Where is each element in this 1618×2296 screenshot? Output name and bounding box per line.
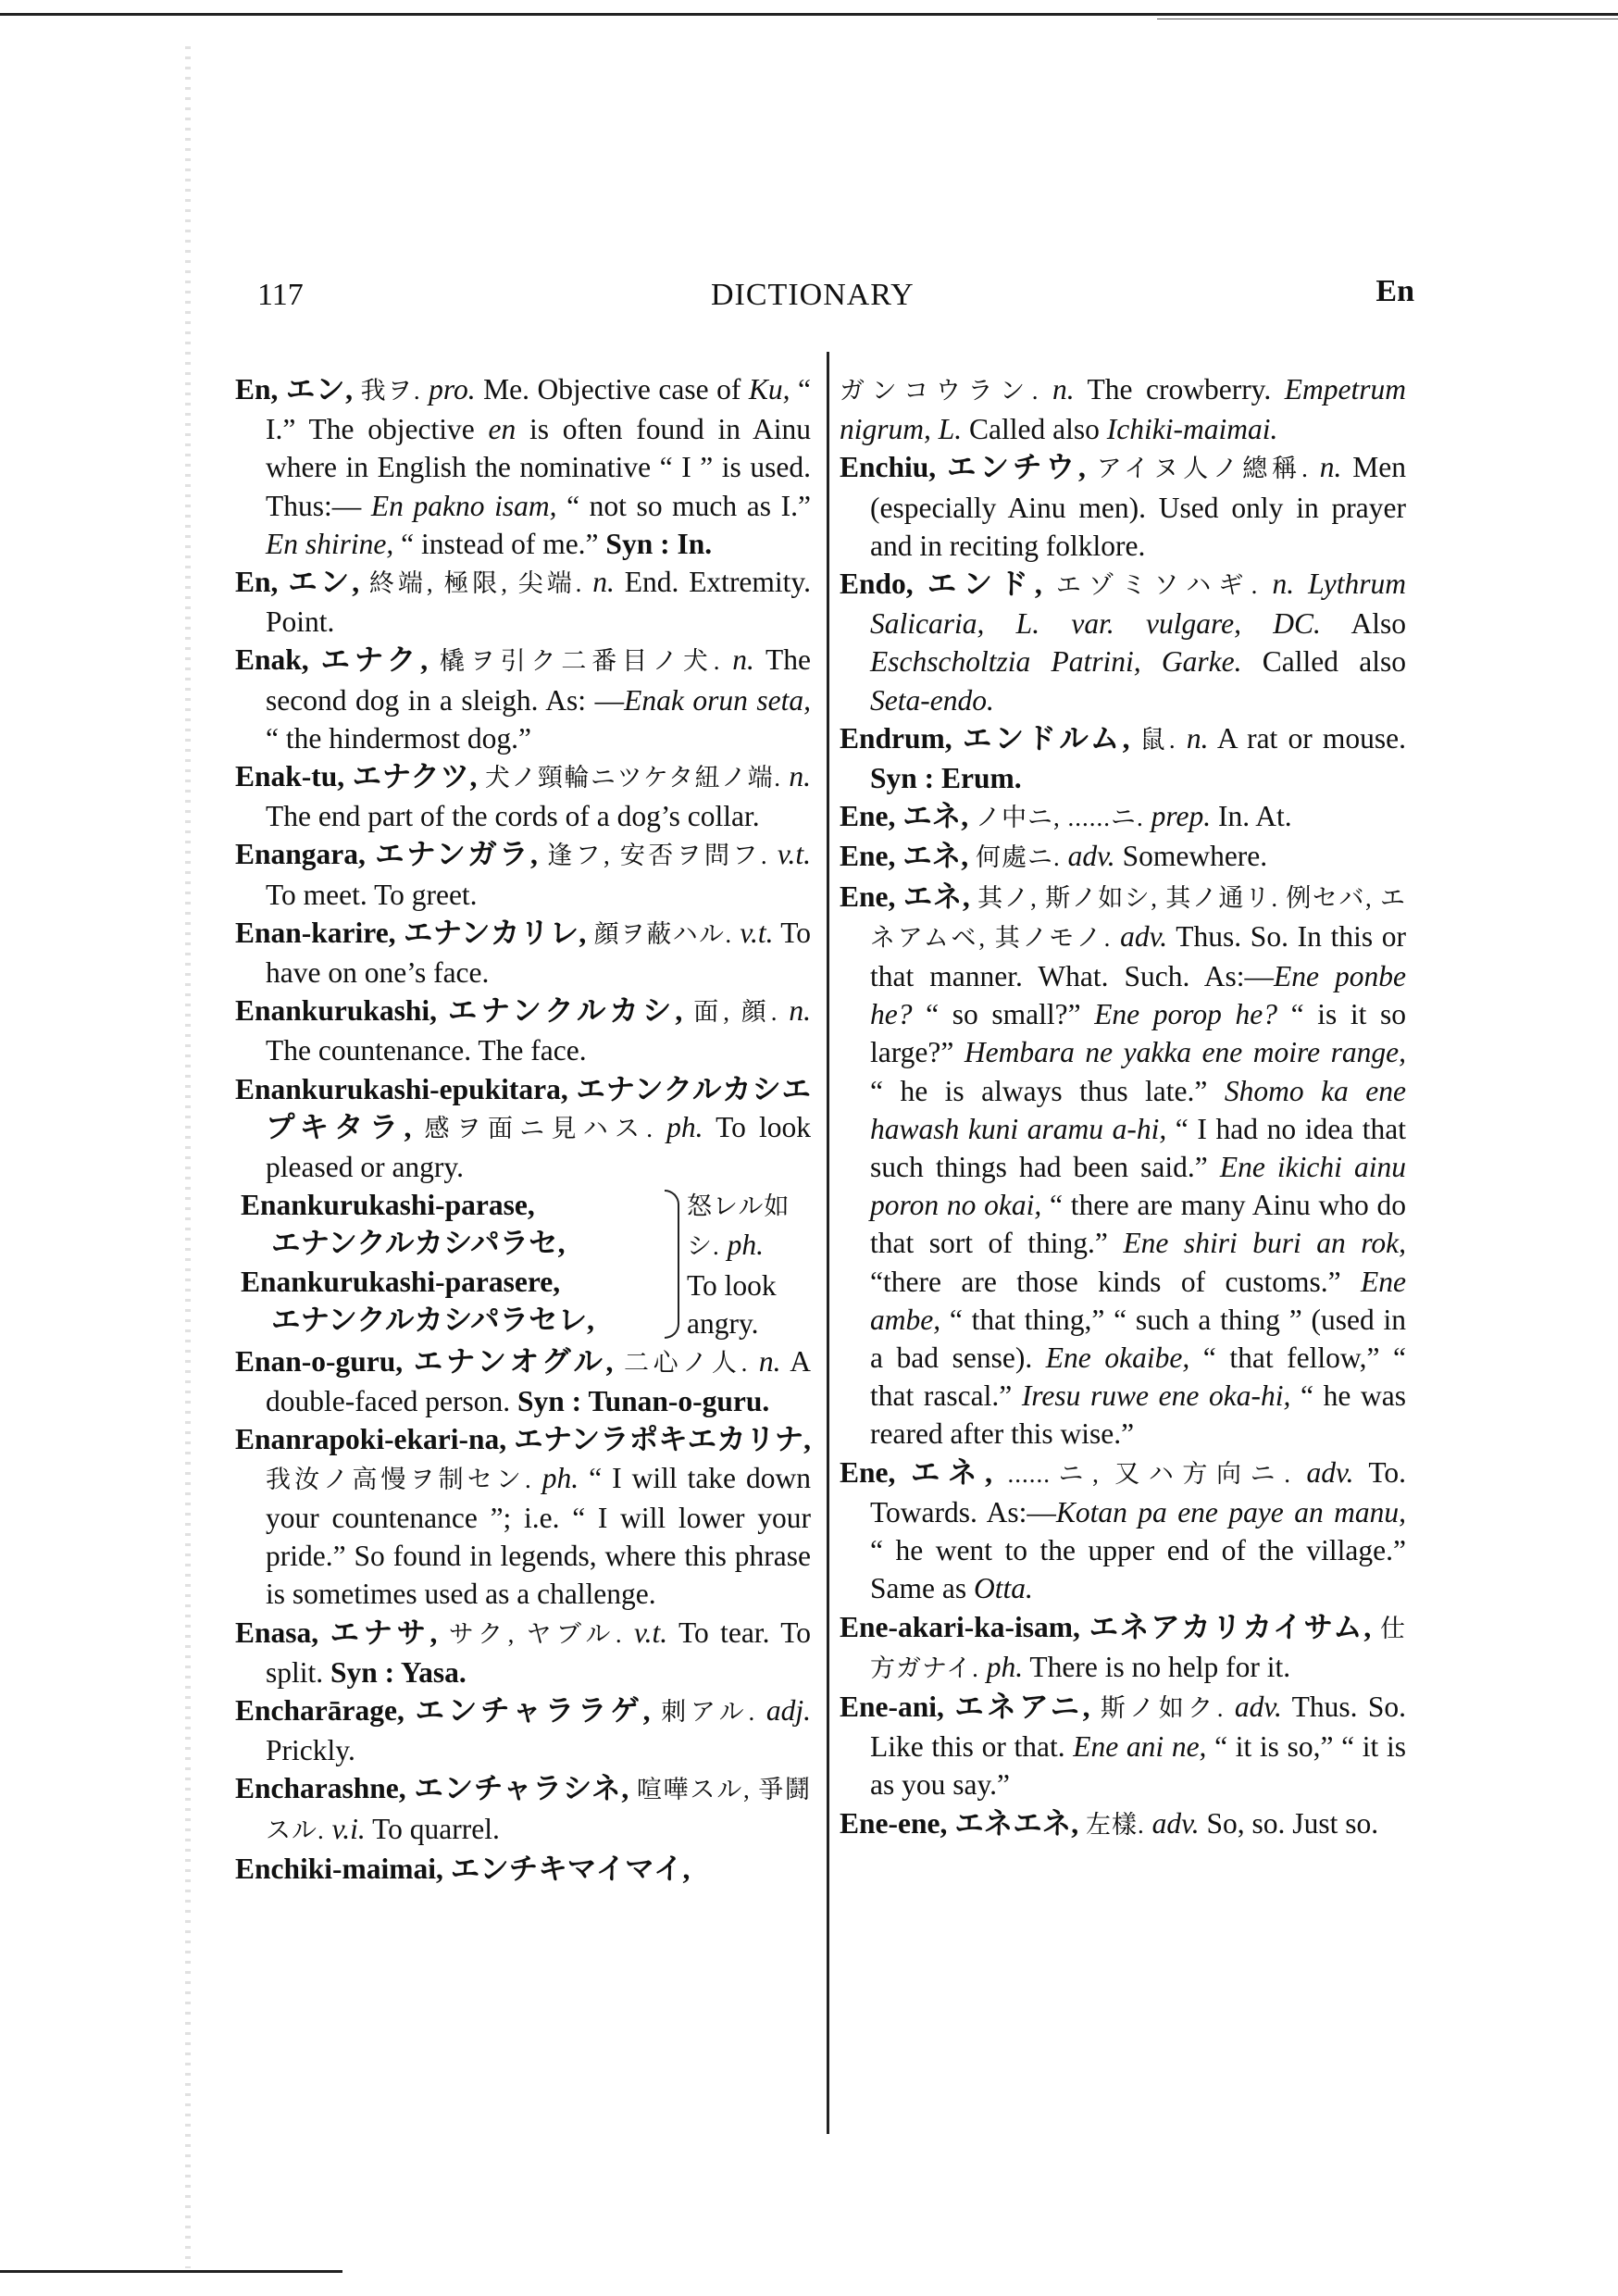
dictionary-entry [235,563,811,641]
headword: Enak, [235,643,309,677]
definition-text: “ he was reared after this wise.” [870,1379,1406,1451]
definition-text: To. Towards. As:— [870,1455,1407,1529]
headword-kana: エネエネ, [954,1806,1079,1840]
definition-text: “there are those kinds of customs.” [870,1265,1362,1298]
part-of-speech: v.t. [634,1616,668,1649]
japanese-gloss: ノ中ニ, ......ニ. [976,804,1144,832]
guide-word: En [1375,274,1414,308]
definition-text: Called also [962,413,1107,446]
part-of-speech: n. [1186,721,1209,755]
example-text: Ene okaibe, [1045,1341,1190,1375]
japanese-gloss: サク, ヤブル. [448,1619,623,1648]
part-of-speech: pro. [429,373,476,406]
part-of-speech: n. [1052,373,1075,406]
definition-text: “ there are many Ainu who do that sort of thing.” [870,1189,1406,1260]
headword: Ene, [840,880,896,913]
headword-kana: エナンクルカシパラセレ, [271,1303,595,1336]
japanese-gloss: 怒レル如シ. [687,1192,790,1261]
headword: Endrum, [840,721,952,755]
japanese-gloss: 橇ヲ引ク二番目ノ犬. [439,647,721,676]
headword: Encharārage, [235,1693,404,1727]
definition-text: “ he is always thus late.” [870,1074,1225,1107]
definition-text: The second dog in a sleigh. As: — [266,643,812,717]
dictionary-entry [235,914,811,992]
headword-kana: エネ, [902,840,969,873]
headword-kana: エナクツ, [352,760,478,793]
headword: Ene-ene, [840,1806,948,1840]
headword: En, [235,373,279,406]
headword: Ene-ani, [840,1690,944,1723]
definition-text: To look angry. [687,1268,777,1340]
headword-kana: エネ, [910,1455,992,1489]
dictionary-entry [840,1454,1406,1608]
example-text: Ku, [748,373,790,406]
example-text: Ene porop he? [1094,998,1277,1031]
bracketed-entry-group [241,1186,811,1342]
headword: Enangara, [235,838,366,871]
definition-text: To look pleased or angry. [266,1110,812,1184]
headword-kana: エン, [288,566,360,599]
headword: Enankurukashi, [235,994,438,1028]
part-of-speech: ph. [986,1650,1024,1683]
headword-kana: エンチウ, [947,451,1086,484]
headword-kana: エナンクルカシパラセ, [271,1227,566,1260]
japanese-gloss: 終端, 極限, 尖端. [368,569,583,598]
dictionary-entry [235,1614,811,1691]
dictionary-entry [235,1769,811,1849]
headword-kana: エネアニ, [954,1690,1090,1723]
part-of-speech: n. [732,643,754,677]
headword-kana: エナンガラ, [375,838,538,871]
japanese-gloss: 我汝ノ高慢ヲ制セン. [266,1465,532,1493]
japanese-gloss: 喧嘩スル, 爭鬪スル. [266,1776,812,1844]
definition-text: Prickly. [266,1734,355,1767]
example-text: Empetrum nigrum, L. [840,373,1406,446]
headword: Enan-o-guru, [235,1345,404,1379]
right-column [840,370,1406,1844]
dictionary-entry [840,448,1406,565]
japanese-gloss: 逢フ, 安否ヲ問フ. [547,842,768,870]
definition-text: Also [1320,607,1406,641]
headword: Enankurukashi-parasere, [241,1265,561,1298]
part-of-speech: adv. [1234,1690,1282,1723]
left-column [235,370,811,1888]
example-text: Kotan pa ene paye an manu, [1055,1495,1407,1529]
headword-kana: エネアカリカイサム, [1089,1610,1372,1643]
dictionary-entry [840,837,1406,877]
example-text: Shomo ka ene hawash kuni aramu a-hi, [870,1074,1406,1145]
example-text: Ene ambe, [870,1265,1406,1336]
dictionary-entry [235,835,811,913]
dictionary-entry [235,370,811,563]
part-of-speech: n. [1272,568,1295,601]
dictionary-entry [235,1070,811,1187]
part-of-speech: adv. [1067,840,1115,873]
part-of-speech: n. [592,566,615,599]
headword: Enankurukashi-parase, [241,1189,535,1222]
japanese-gloss: エゾミソハギ. [1055,571,1259,600]
example-text: Ene ponbe he? [870,960,1406,1031]
japanese-gloss: 顔ヲ蔽ハル. [593,919,733,948]
headword: Ene, [840,1455,896,1489]
continued-entry [840,370,1406,448]
japanese-gloss: 犬ノ頸輪ニツケタ紐ノ端. [484,764,781,792]
definition-text: So, so. Just so. [1199,1806,1379,1840]
headword-kana: エナンクルカシエプキタラ, [266,1072,811,1143]
definition-text: Thus. So. Like this or that. [870,1690,1407,1764]
japanese-gloss: 刺アル. [661,1697,756,1726]
headword-kana: エナンオグル, [413,1345,614,1379]
definition-text: The countenance. The face. [266,1034,587,1067]
dictionary-entry [840,1608,1406,1688]
dictionary-entry [840,878,1406,1454]
japanese-gloss: 我ヲ. [360,377,421,405]
headword-kana: エンチャラシネ, [414,1772,629,1805]
example-text: Lythrum Salicaria, L. var. vulgare, DC. [870,568,1407,641]
dictionary-entry [235,641,811,757]
curly-brace [665,1190,679,1339]
example-text: Ene ani ne, [1073,1730,1207,1764]
part-of-speech: v.t. [777,838,811,871]
example-text: En pakno isam, [370,489,557,522]
japanese-gloss: 其ノ, 斯ノ如シ, 其ノ通リ. 例セバ, エネアムベ, 其ノモノ. [870,883,1407,952]
definition-text: “ not so much as I.” [556,489,811,522]
definition-text: A rat or mouse. [1208,721,1407,755]
japanese-gloss: 斯ノ如ク. [1100,1693,1225,1722]
part-of-speech: adv. [1151,1806,1200,1840]
definition-text: Me. Objective case of [475,373,749,406]
definition-text: “ he went to the upper end of the village.” Same as [870,1534,1406,1605]
page-header [257,274,1414,333]
headword: Enanrapoki-ekari-na, [235,1423,507,1456]
definition-text: The end part of the cords of a dog’s collar. [266,800,760,833]
headword: Ene-akari-ka-isam, [840,1610,1080,1643]
japanese-gloss: 面, 顔. [693,998,778,1027]
dictionary-entry [235,1850,811,1888]
japanese-gloss: アイヌ人ノ總稱. [1096,455,1309,483]
headword: Enchiki-maimai, [235,1852,443,1885]
part-of-speech: v.i. [331,1812,366,1845]
headword: Enankurukashi-epukitara, [235,1072,568,1105]
dictionary-entry [840,719,1406,797]
headword: Enasa, [235,1616,319,1649]
definition-text: There is no help for it. [1023,1650,1291,1683]
running-title: DICTIONARY [711,278,915,312]
part-of-speech: adv. [1120,919,1168,953]
bottom-page-rule [0,2270,342,2273]
definition-text: “ it is so,” “ it is as you say.” [870,1730,1406,1802]
headword-kana: エナサ, [330,1616,438,1649]
column-divider [827,352,829,2134]
headword: Enchiu, [840,451,937,484]
definition-text: End. Extremity. Point. [266,566,811,639]
definition-text: “ so small?” [912,998,1095,1031]
headword: Enak-tu, [235,760,345,793]
example-text: Ene ikichi ainu poron no okai, [870,1151,1406,1222]
example-text: Iresu ruwe ene oka-hi, [1021,1379,1291,1413]
synonym: Syn : Erum. [870,762,1022,795]
example-text: Seta-endo. [870,683,994,717]
headword: Enan-karire, [235,916,396,949]
bracket-headwords [241,1186,665,1342]
japanese-gloss: 鼠. [1139,725,1176,754]
part-of-speech: adj. [765,1693,812,1727]
example-text: Eschscholtzia Patrini, Garke. [870,645,1242,679]
top-page-rule [0,13,1618,16]
part-of-speech: n. [758,1345,781,1379]
dictionary-entry [235,1342,811,1420]
part-of-speech: n. [789,994,812,1028]
japanese-gloss: 二心ノ人. [623,1349,749,1378]
synonym: Syn : Yasa. [330,1655,467,1689]
definition-text: “ I had no idea that such things had been said.” [870,1112,1406,1184]
part-of-speech: adv. [1306,1455,1354,1489]
headword-kana: エンチキマイマイ, [450,1852,691,1885]
example-text: Hembara ne yakka ene moire range, [964,1036,1406,1069]
synonym: Syn : Tunan-o-guru. [517,1385,770,1418]
headword: Encharashne, [235,1772,406,1805]
definition-text: “ instead of me.” [393,527,606,560]
headword-kana: エンチャララゲ, [415,1693,651,1727]
japanese-gloss: ......ニ, 又ハ方向ニ. [1007,1459,1291,1488]
headword: En, [235,566,279,599]
headword-kana: エネ, [902,800,969,833]
headword-kana: エナク, [320,643,429,677]
definition-text: Called also [1241,645,1406,679]
part-of-speech: n. [789,760,811,793]
headword: Ene, [840,800,896,833]
example-text: Enak orun seta, [624,683,811,717]
part-of-speech: ph. [666,1110,703,1143]
bracket-definition [687,1186,811,1342]
part-of-speech: prep. [1151,800,1212,833]
example-text: Ene shiri buri an rok, [1123,1227,1406,1260]
definition-text: is often found in Ainu where in English the nominative “ I ” is used. Thus:— [266,413,811,522]
japanese-gloss: 左樣. [1086,1810,1145,1839]
headword-kana: エネ, [902,880,970,913]
part-of-speech: v.t. [740,916,774,949]
definition-text: “ that fellow,” “ that rascal.” [870,1341,1407,1413]
part-of-speech: ph. [541,1461,579,1494]
headword: Endo, [840,568,914,601]
japanese-gloss: 何處ニ. [976,843,1061,872]
definition-text: To quarrel. [365,1812,500,1845]
japanese-gloss: 仕方ガナイ. [870,1614,1407,1682]
example-text: En shirine, [266,527,394,560]
dictionary-entry [840,1804,1406,1844]
dictionary-entry [235,1420,811,1613]
dictionary-entry [840,797,1406,837]
definition-text: “ that thing,” “ such a thing ” (used in a bad sense). [870,1303,1406,1375]
synonym: Syn : In. [605,527,713,560]
headword-kana: エナンカリレ, [403,916,587,949]
headword: Ene, [840,840,896,873]
definition-text: Somewhere. [1114,840,1268,873]
example-text: en [488,413,517,446]
dictionary-entry [840,565,1406,719]
dictionary-entry [235,1691,811,1769]
definition-text: “ the hindermost dog.” [266,721,531,755]
definition-text: In. At. [1211,800,1292,833]
definition-text: To tear. To split. [266,1616,812,1689]
headword-kana: エンドルム, [962,721,1130,755]
definition-text: Men (especially Ainu men). Used only in prayer and in reciting folklore. [870,451,1407,562]
definition-text: A double-faced person. [266,1345,812,1418]
headword-kana: エナンラポキエカリナ, [514,1423,812,1456]
definition-text: To meet. To greet. [266,878,478,911]
headword-kana: エン, [285,373,354,406]
japanese-gloss: 感ヲ面ニ見ハス. [424,1114,654,1142]
definition-text: “ I.” The objective [266,373,812,446]
dictionary-entry [235,757,811,835]
headword-kana: エンド, [927,568,1042,601]
headword-kana: エナンクルカシ, [447,994,683,1028]
part-of-speech: n. [1319,451,1342,484]
japanese-gloss: ガンコウラン. [840,377,1039,405]
definition-text: The crowberry. [1074,373,1285,406]
page-number: 117 [257,278,304,312]
example-text: Ichiki-maimai. [1106,413,1278,446]
part-of-speech: ph. [727,1229,764,1262]
definition-text: To have on one’s face. [266,916,812,990]
definition-text: “ I will take down your countenance ”; i.e. “ I will lower your pride.” So found in legends, where this phrase is sometimes used as a challenge. [266,1461,812,1611]
dictionary-entry [235,992,811,1069]
definition-text: Thus. So. In this or that manner. What. Such. As:— [870,919,1407,993]
example-text: Otta. [973,1572,1033,1605]
definition-text: “ is it so large?” [870,998,1406,1069]
dictionary-entry [840,1688,1406,1804]
binding-margin [185,46,191,2268]
